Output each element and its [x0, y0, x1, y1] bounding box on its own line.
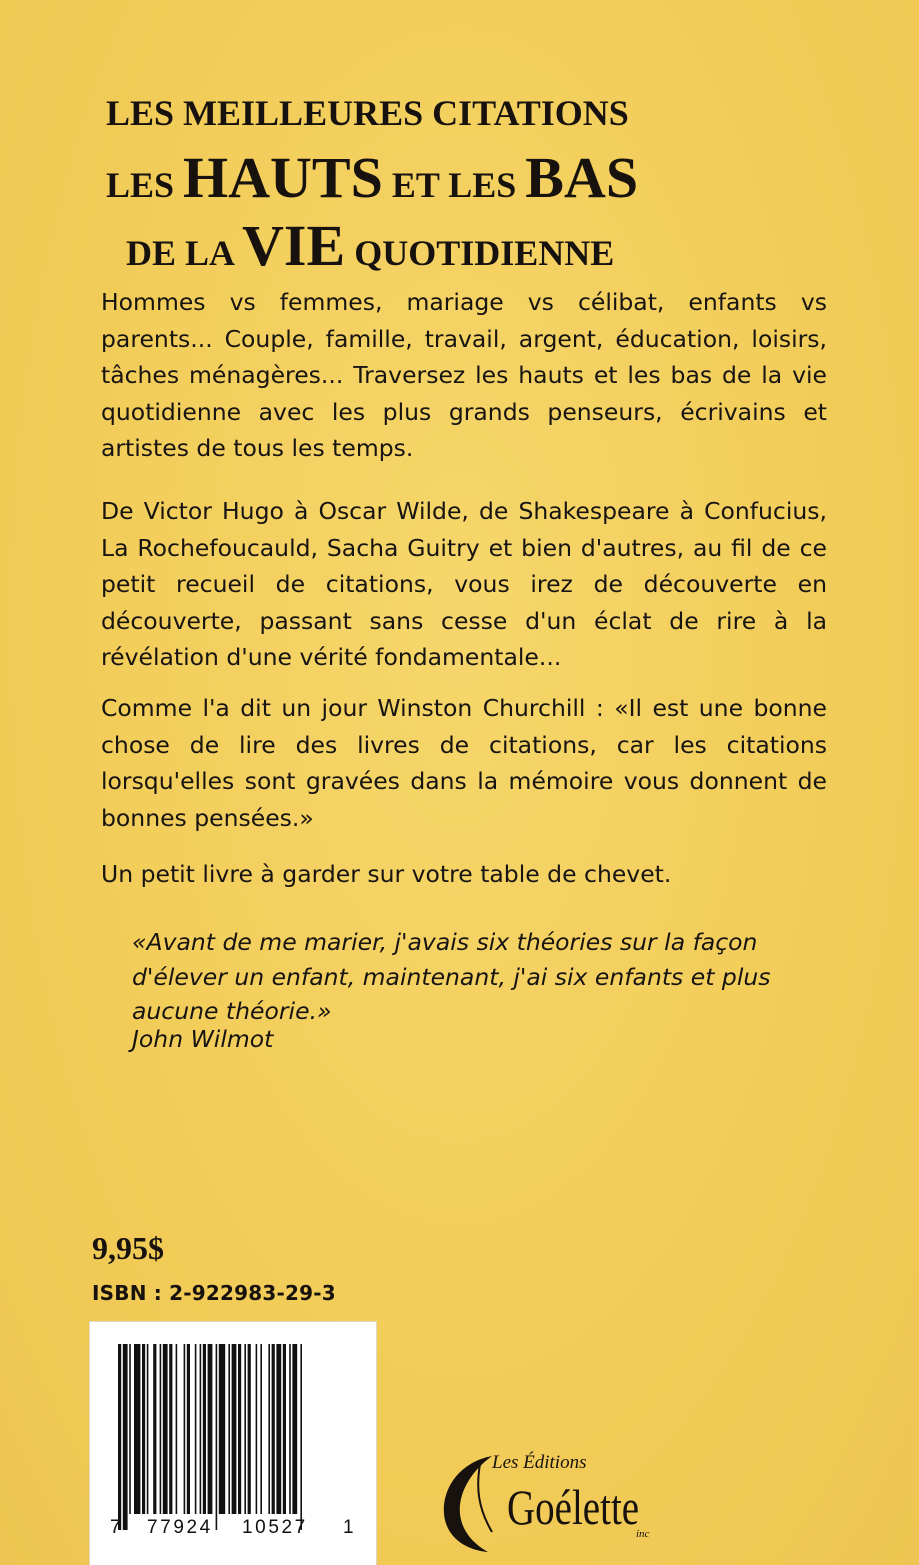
- barcode-bar: [147, 1344, 149, 1514]
- barcode-bar: [169, 1344, 172, 1514]
- barcode-bars: [110, 1344, 356, 1534]
- barcode-bar: [176, 1344, 178, 1514]
- publisher-suffix: inc: [636, 1528, 650, 1540]
- barcode-bar: [300, 1344, 302, 1530]
- paragraph-2: De Victor Hugo à Oscar Wilde, de Shakespeare à Confucius, La Rochefoucauld, Sacha Guitry et bien d'autres, au fil de ce petit recueil de citations, vous irez de découverte en découverte, passant sans cesse d'un éclat de rire à la révélation d'une vérité fondamentale...: [101, 497, 827, 672]
- title-vie: VIE: [242, 213, 346, 278]
- isbn: ISBN : 2-922983-29-3: [92, 1281, 336, 1305]
- barcode-bar: [200, 1344, 202, 1514]
- barcode-bar: [123, 1344, 128, 1530]
- barcode-digits: [90, 1517, 376, 1547]
- title-line-2: [106, 144, 638, 211]
- title-line-2-c: ET LES: [382, 165, 526, 205]
- title-line-2-a: LES: [106, 165, 184, 205]
- publisher-name: Goélette: [507, 1479, 640, 1535]
- barcode-bar: [289, 1344, 291, 1514]
- barcode-bar: [248, 1344, 251, 1514]
- barcode-bar: [292, 1344, 297, 1514]
- barcode-bar: [195, 1344, 197, 1514]
- barcode-bar: [228, 1344, 230, 1514]
- barcode-bar: [238, 1344, 241, 1514]
- barcode-bar: [219, 1344, 225, 1514]
- barcode-bar: [153, 1344, 156, 1514]
- barcode-bar: [216, 1344, 218, 1530]
- barcode-digit-first: 7: [110, 1517, 121, 1538]
- title-line-3: [126, 212, 614, 279]
- barcode-bar: [272, 1344, 275, 1514]
- publisher-label: Les Éditions: [492, 1452, 587, 1473]
- price: 9,95$: [92, 1230, 164, 1266]
- title-line-1: LES MEILLEURES CITATIONS: [106, 93, 629, 133]
- barcode-bar: [129, 1344, 131, 1514]
- barcode-bar: [232, 1344, 237, 1514]
- barcode-digit-last: 1: [343, 1517, 354, 1538]
- paragraph-1: Hommes vs femmes, mariage vs célibat, enfants vs parents... Couple, famille, travail, argent, éducation, loisirs, tâches ménagères... Traversez les hauts et les bas de la vie quotidienne avec les plus grands penseurs, écrivains et artistes de tous les temps.: [101, 288, 827, 463]
- barcode-bar: [256, 1344, 258, 1514]
- barcode-bar: [163, 1344, 168, 1514]
- paragraph-3: Comme l'a dit un jour Winston Churchill : «Il est une bonne chose de lire des livres de citations, car les citations lorsqu'elles sont gravées dans la mémoire vous donnent de bonnes pensées.»: [101, 694, 827, 832]
- quote-author: John Wilmot: [132, 1025, 274, 1053]
- barcode-bar: [283, 1344, 286, 1514]
- barcode-digits-left: 77924: [147, 1517, 213, 1538]
- title-line-3-c: QUOTIDIENNE: [345, 233, 615, 273]
- featured-quote: «Avant de me marier, j'avais six théories sur la façon d'élever un enfant, maintenant, j'ai six enfants et plus aucune théorie.»: [132, 928, 771, 1025]
- barcode-bar: [184, 1344, 186, 1514]
- title-line-3-a: DE LA: [126, 233, 243, 273]
- barcode-bar: [260, 1344, 262, 1514]
- title-bas: BAS: [525, 145, 639, 210]
- barcode-bar: [276, 1344, 281, 1514]
- barcode-bar: [187, 1344, 190, 1514]
- barcode-bar: [208, 1344, 213, 1514]
- barcode-bar: [268, 1344, 270, 1514]
- barcode-bar: [142, 1344, 145, 1514]
- barcode-bar: [160, 1344, 162, 1514]
- barcode-bar: [118, 1344, 121, 1530]
- paragraph-4: Un petit livre à garder sur votre table de chevet.: [101, 860, 672, 888]
- barcode-bar: [244, 1344, 246, 1514]
- barcode-digits-right: 10527: [242, 1517, 308, 1538]
- barcode: [90, 1322, 376, 1565]
- title-hauts: HAUTS: [183, 145, 383, 210]
- barcode-bar: [203, 1344, 206, 1514]
- barcode-bar: [134, 1344, 140, 1514]
